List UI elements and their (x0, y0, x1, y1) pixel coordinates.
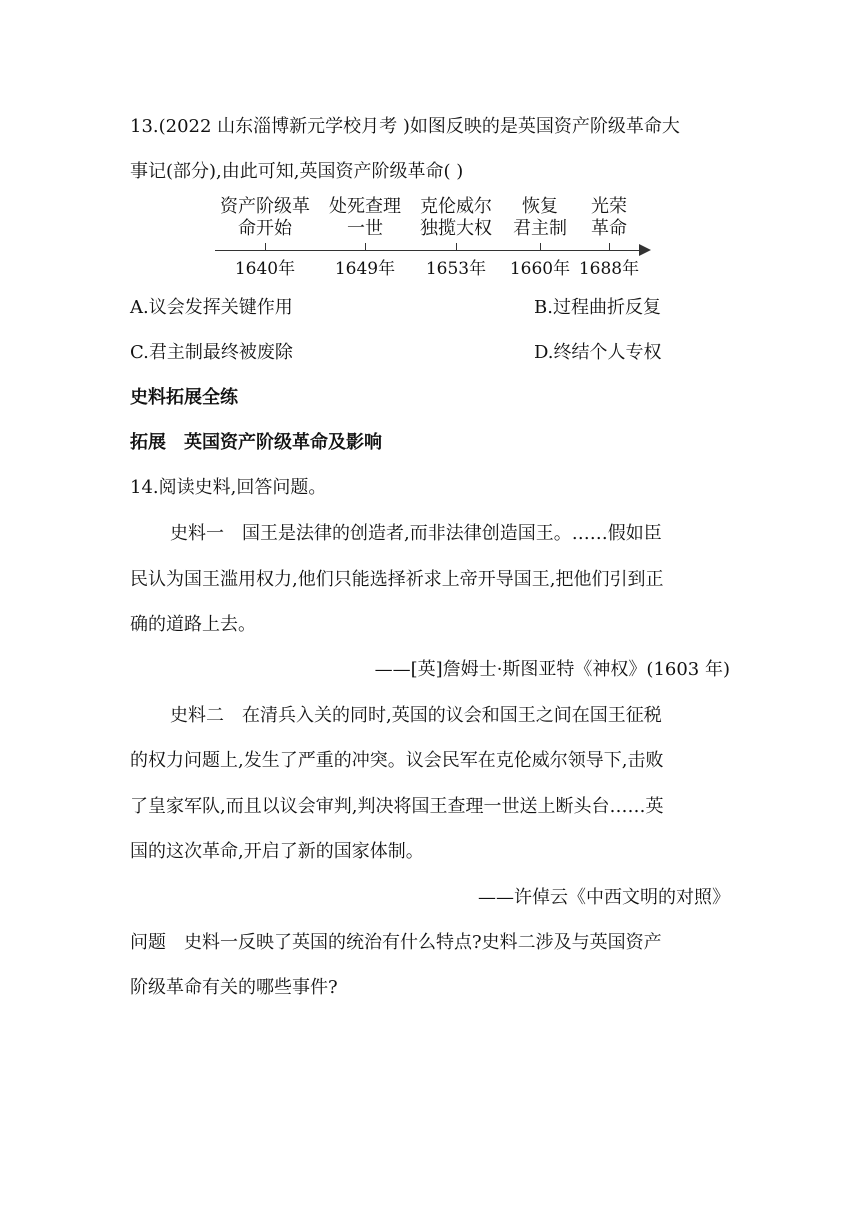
material-1-line-2: 民认为国王滥用权力,他们只能选择祈求上帝开导国王,把他们引到正 (130, 569, 664, 590)
timeline-event-4-line-2: 君主制 (513, 218, 567, 239)
material-1-source: ——[英]詹姆士·斯图亚特《神权》(1603 年) (374, 659, 730, 680)
option-b: B.过程曲折反复 (534, 297, 661, 318)
timeline-year-1: 1640年 (234, 259, 296, 279)
material-2-line-1: 史料二 在清兵入关的同时,英国的议会和国王之间在国王征税 (170, 705, 662, 726)
timeline-event-1 (215, 196, 315, 240)
q14-title: 14.阅读史料,回答问题。 (130, 477, 327, 498)
question-line-1: 问题 史料一反映了英国的统治有什么特点?史料二涉及与英国资产 (130, 932, 662, 953)
timeline-year-5: 1688年 (578, 259, 640, 279)
timeline-arrow-icon (639, 244, 651, 256)
q13-stem-line-2: 事记(部分),由此可知,英国资产阶级革命( ) (130, 161, 464, 182)
section-title: 史料拓展全练 (130, 387, 238, 408)
material-2-source: ——许倬云《中西文明的对照》 (478, 887, 730, 908)
material-2-line-4: 国的这次革命,开启了新的国家体制。 (130, 841, 424, 862)
timeline-event-3-line-2: 独揽大权 (420, 218, 492, 239)
timeline-tick (609, 243, 610, 251)
option-a: A.议会发挥关键作用 (130, 297, 293, 318)
timeline-event-3-line-1: 克伦威尔 (420, 196, 492, 217)
timeline-figure (205, 196, 655, 286)
timeline-tick (540, 243, 541, 251)
timeline-event-2 (315, 196, 415, 240)
material-2-line-3: 了皇家军队,而且以议会审判,判决将国王查理一世送上断头台……英 (130, 796, 664, 817)
option-d: D.终结个人专权 (534, 342, 662, 363)
timeline-event-1-line-1: 资产阶级革 (220, 196, 310, 217)
timeline-event-5 (559, 196, 659, 240)
timeline-year-4: 1660年 (509, 259, 571, 279)
timeline-event-1-line-2: 命开始 (238, 218, 292, 239)
subsection-title: 拓展 英国资产阶级革命及影响 (130, 432, 382, 453)
timeline-event-2-line-1: 处死查理 (329, 196, 401, 217)
timeline-tick (456, 243, 457, 251)
timeline-tick (265, 243, 266, 251)
timeline-year-3: 1653年 (425, 259, 487, 279)
material-1-line-3: 确的道路上去。 (130, 614, 256, 635)
timeline-event-4-line-1: 恢复 (522, 196, 558, 217)
timeline-tick (365, 243, 366, 251)
timeline-year-2: 1649年 (334, 259, 396, 279)
timeline-event-5-line-1: 光荣 (591, 196, 627, 217)
timeline-event-2-line-2: 一世 (347, 218, 383, 239)
q13-stem-line-1: 13.(2022 山东淄博新元学校月考 )如图反映的是英国资产阶级革命大 (130, 116, 680, 137)
material-1-line-1: 史料一 国王是法律的创造者,而非法律创造国王。……假如臣 (170, 523, 662, 544)
timeline-axis (215, 250, 643, 251)
material-2-line-2: 的权力问题上,发生了严重的冲突。议会民军在克伦威尔领导下,击败 (130, 750, 664, 771)
option-c: C.君主制最终被废除 (130, 342, 293, 363)
timeline-event-5-line-2: 革命 (591, 218, 627, 239)
question-line-2: 阶级革命有关的哪些事件? (130, 977, 338, 998)
